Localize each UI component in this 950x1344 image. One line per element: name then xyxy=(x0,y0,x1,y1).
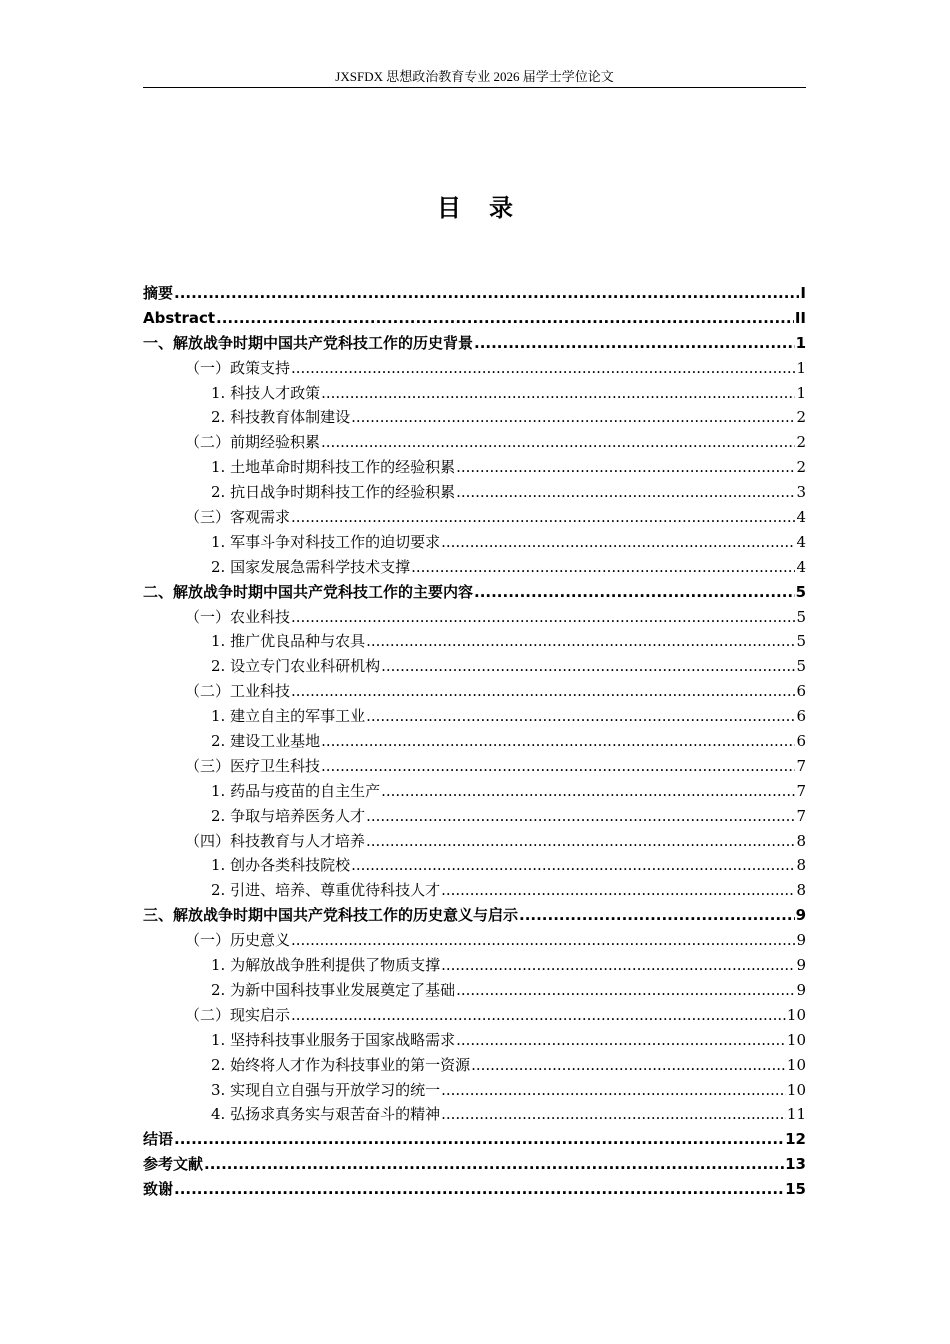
toc-dot-leader xyxy=(366,829,795,854)
toc-dot-leader xyxy=(441,530,795,555)
toc-entry[interactable] xyxy=(143,1003,806,1028)
toc-entry[interactable] xyxy=(143,978,806,1003)
toc-entry[interactable] xyxy=(143,829,806,854)
toc-entry[interactable] xyxy=(143,704,806,729)
toc-entry[interactable] xyxy=(143,679,806,704)
toc-entry[interactable] xyxy=(143,530,806,555)
toc-entry-title: 一、解放战争时期中国共产党科技工作的历史背景 xyxy=(143,333,474,352)
toc-dot-leader xyxy=(291,356,795,381)
toc-entry[interactable] xyxy=(143,1078,806,1103)
toc-dot-leader xyxy=(291,505,795,530)
toc-entry-title: （二）现实启示 xyxy=(185,1005,291,1024)
toc-entry[interactable] xyxy=(143,903,806,928)
toc-dot-leader xyxy=(441,1102,786,1127)
toc-dot-leader xyxy=(471,1053,786,1078)
toc-entry-title: （二）工业科技 xyxy=(185,682,291,701)
page-title: 目录 xyxy=(437,194,541,222)
toc-entry-page-number: 2 xyxy=(796,433,806,452)
toc-entry-title: （一）历史意义 xyxy=(185,931,291,950)
running-header: JXSFDX 思想政治教育专业 2026 届学士学位论文 xyxy=(143,66,806,88)
toc-entry[interactable] xyxy=(143,480,806,505)
toc-dot-leader xyxy=(381,654,795,679)
toc-entry-title: （三）医疗卫生科技 xyxy=(185,756,321,775)
toc-entry[interactable] xyxy=(143,605,806,630)
toc-entry-title: 1. 土地革命时期科技工作的经验积累 xyxy=(211,458,456,477)
toc-dot-leader xyxy=(411,555,795,580)
toc-entry[interactable] xyxy=(143,1028,806,1053)
toc-entry-page-number: 10 xyxy=(786,1005,806,1024)
toc-entry-page-number: 8 xyxy=(796,881,806,900)
toc-entry[interactable] xyxy=(143,1102,806,1127)
toc-dot-leader xyxy=(174,1127,784,1152)
toc-entry[interactable] xyxy=(143,804,806,829)
toc-entry[interactable] xyxy=(143,1127,806,1152)
toc-entry-page-number: 6 xyxy=(796,682,806,701)
toc-entry-title: 二、解放战争时期中国共产党科技工作的主要内容 xyxy=(143,582,474,601)
toc-dot-leader xyxy=(204,1152,784,1177)
toc-entry[interactable] xyxy=(143,654,806,679)
toc-entry[interactable] xyxy=(143,853,806,878)
toc-entry-title: 2. 科技教育体制建设 xyxy=(211,408,351,427)
toc-dot-leader xyxy=(474,580,795,605)
toc-entry-title: （四）科技教育与人才培养 xyxy=(185,831,366,850)
toc-entry[interactable] xyxy=(143,754,806,779)
toc-entry-page-number: 6 xyxy=(796,707,806,726)
toc-entry[interactable] xyxy=(143,629,806,654)
toc-entry-title: 2. 为新中国科技事业发展奠定了基础 xyxy=(211,980,456,999)
toc-dot-leader xyxy=(174,281,799,306)
toc-entry-page-number: 9 xyxy=(795,906,806,925)
toc-dot-leader xyxy=(291,605,795,630)
toc-entry-page-number: 9 xyxy=(796,980,806,999)
toc-entry-page-number: 4 xyxy=(796,557,806,576)
toc-dot-leader xyxy=(456,455,795,480)
toc-dot-leader xyxy=(366,629,795,654)
toc-entry-title: 2. 争取与培养医务人才 xyxy=(211,806,366,825)
toc-entry-title: 4. 弘扬求真务实与艰苦奋斗的精神 xyxy=(211,1105,441,1124)
toc-dot-leader xyxy=(321,381,795,406)
toc-entry-page-number: 1 xyxy=(796,358,806,377)
toc-entry-page-number: 5 xyxy=(796,657,806,676)
toc-entry-page-number: 15 xyxy=(785,1180,806,1199)
toc-entry-title: 1. 科技人才政策 xyxy=(211,383,321,402)
toc-dot-leader xyxy=(321,754,795,779)
toc-entry-page-number: 1 xyxy=(796,383,806,402)
toc-dot-leader xyxy=(441,1078,786,1103)
toc-entry-page-number: 6 xyxy=(796,732,806,751)
toc-entry[interactable] xyxy=(143,779,806,804)
toc-entry-title: （二）前期经验积累 xyxy=(185,433,321,452)
toc-entry-title: 1. 药品与疫苗的自主生产 xyxy=(211,781,381,800)
toc-entry-title: 2. 国家发展急需科学技术支撑 xyxy=(211,557,411,576)
toc-entry-page-number: 12 xyxy=(785,1130,806,1149)
toc-dot-leader xyxy=(174,1177,784,1202)
toc-entry[interactable] xyxy=(143,430,806,455)
toc-entry[interactable] xyxy=(143,281,806,306)
toc-entry[interactable] xyxy=(143,1152,806,1177)
toc-entry-page-number: 9 xyxy=(796,931,806,950)
toc-entry-page-number: 10 xyxy=(786,1030,806,1049)
toc-entry-page-number: 2 xyxy=(796,458,806,477)
toc-entry-title: 3. 实现自立自强与开放学习的统一 xyxy=(211,1080,441,1099)
toc-entry-page-number: I xyxy=(800,284,806,302)
toc-entry[interactable] xyxy=(143,580,806,605)
toc-entry-page-number: 4 xyxy=(796,508,806,527)
toc-dot-leader xyxy=(291,928,795,953)
table-of-contents xyxy=(143,281,806,1202)
toc-entry-title: 1. 推广优良品种与农具 xyxy=(211,632,366,651)
toc-entry-page-number: 1 xyxy=(795,333,806,352)
toc-entry-title: （三）客观需求 xyxy=(185,508,291,527)
toc-entry-title: Abstract xyxy=(143,308,216,327)
toc-entry[interactable] xyxy=(143,953,806,978)
toc-entry[interactable] xyxy=(143,1053,806,1078)
toc-entry[interactable] xyxy=(143,381,806,406)
toc-entry-page-number: 7 xyxy=(796,781,806,800)
toc-entry[interactable] xyxy=(143,928,806,953)
toc-entry-title: 1. 军事斗争对科技工作的迫切要求 xyxy=(211,532,441,551)
toc-dot-leader xyxy=(381,779,795,804)
toc-entry[interactable] xyxy=(143,878,806,903)
toc-entry-title: 2. 建设工业基地 xyxy=(211,732,321,751)
toc-entry-title: 摘要 xyxy=(143,284,174,302)
toc-dot-leader xyxy=(291,1003,786,1028)
toc-entry-page-number: 5 xyxy=(796,632,806,651)
toc-dot-leader xyxy=(441,878,795,903)
toc-entry[interactable] xyxy=(143,505,806,530)
toc-entry-page-number: 9 xyxy=(796,956,806,975)
toc-entry-title: 2. 抗日战争时期科技工作的经验积累 xyxy=(211,483,456,502)
toc-entry-title: 2. 设立专门农业科研机构 xyxy=(211,657,381,676)
toc-entry-title: 结语 xyxy=(143,1130,174,1149)
toc-entry[interactable] xyxy=(143,555,806,580)
toc-entry-page-number: 8 xyxy=(796,856,806,875)
toc-entry-title: 致谢 xyxy=(143,1180,174,1199)
toc-entry[interactable] xyxy=(143,356,806,381)
toc-entry-page-number: 5 xyxy=(796,607,806,626)
toc-entry-title: 1. 坚持科技事业服务于国家战略需求 xyxy=(211,1030,456,1049)
toc-entry-title: 1. 建立自主的军事工业 xyxy=(211,707,366,726)
toc-entry-page-number: 11 xyxy=(786,1105,806,1124)
toc-entry[interactable] xyxy=(143,729,806,754)
toc-entry[interactable] xyxy=(143,1177,806,1202)
toc-entry-title: 1. 为解放战争胜利提供了物质支撑 xyxy=(211,956,441,975)
toc-entry-page-number: 13 xyxy=(785,1155,806,1174)
toc-entry-page-number: 10 xyxy=(786,1080,806,1099)
toc-dot-leader xyxy=(321,430,795,455)
toc-entry-page-number: 7 xyxy=(796,756,806,775)
toc-entry-title: （一）政策支持 xyxy=(185,358,291,377)
toc-entry[interactable] xyxy=(143,455,806,480)
toc-dot-leader xyxy=(321,729,795,754)
toc-entry-page-number: 3 xyxy=(796,483,806,502)
toc-entry[interactable] xyxy=(143,405,806,430)
toc-entry-page-number: 2 xyxy=(796,408,806,427)
toc-dot-leader xyxy=(456,978,795,1003)
toc-entry-page-number: II xyxy=(794,308,806,327)
toc-dot-leader xyxy=(216,306,794,331)
toc-entry-title: （一）农业科技 xyxy=(185,607,291,626)
toc-dot-leader xyxy=(441,953,795,978)
toc-entry-title: 三、解放战争时期中国共产党科技工作的历史意义与启示 xyxy=(143,906,519,925)
toc-entry-title: 2. 引进、培养、尊重优待科技人才 xyxy=(211,881,441,900)
toc-entry-title: 参考文献 xyxy=(143,1155,204,1174)
toc-entry-page-number: 10 xyxy=(786,1055,806,1074)
toc-dot-leader xyxy=(456,1028,786,1053)
toc-entry-page-number: 5 xyxy=(795,582,806,601)
toc-entry[interactable] xyxy=(143,306,806,331)
toc-dot-leader xyxy=(366,804,795,829)
toc-dot-leader xyxy=(474,331,795,356)
toc-dot-leader xyxy=(351,853,795,878)
toc-dot-leader xyxy=(291,679,795,704)
toc-dot-leader xyxy=(519,903,795,928)
toc-entry-page-number: 8 xyxy=(796,831,806,850)
toc-entry-title: 2. 始终将人才作为科技事业的第一资源 xyxy=(211,1055,471,1074)
toc-dot-leader xyxy=(351,405,795,430)
toc-entry-page-number: 7 xyxy=(796,806,806,825)
toc-entry-title: 1. 创办各类科技院校 xyxy=(211,856,351,875)
toc-entry[interactable] xyxy=(143,331,806,356)
toc-dot-leader xyxy=(456,480,795,505)
toc-entry-page-number: 4 xyxy=(796,532,806,551)
toc-dot-leader xyxy=(366,704,795,729)
